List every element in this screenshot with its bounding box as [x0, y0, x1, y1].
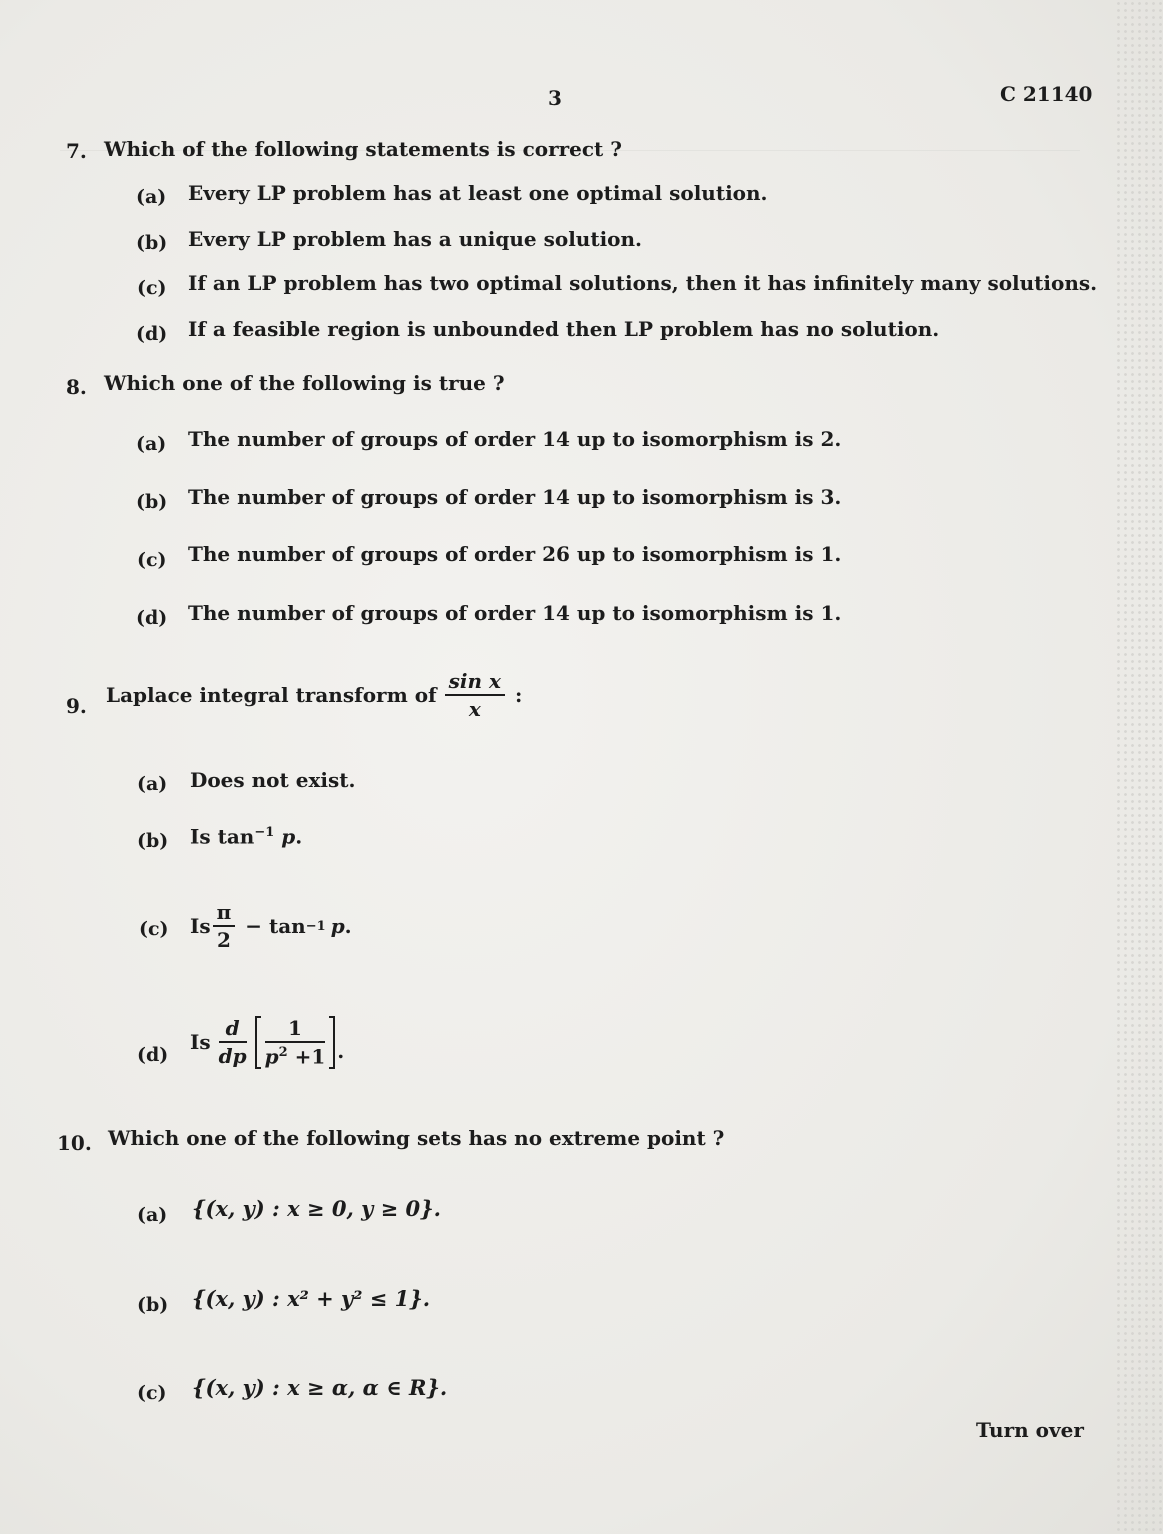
q7-option-d-text: If a feasible region is unbounded then LP problem has no solution. — [188, 317, 940, 341]
q9c-end: . — [344, 914, 352, 938]
q7-text: Which of the following statements is correct ? — [104, 137, 622, 161]
q9b-end: . — [295, 824, 303, 849]
q9b-var: p — [281, 824, 296, 849]
q8-number: 8. — [66, 375, 87, 399]
q8-option-c-text: The number of groups of order 26 up to isomorphism is 1. — [188, 542, 842, 566]
q8-option-a-text: The number of groups of order 14 up to isomorphism is 2. — [188, 427, 842, 451]
q8-text: Which one of the following is true ? — [104, 371, 505, 395]
q7-option-b-text: Every LP problem has a unique solution. — [188, 227, 643, 251]
q10-option-b-text: {(x, y) : x² + y² ≤ 1}. — [192, 1286, 431, 1311]
page-number: 3 — [548, 86, 562, 110]
q7-option-a-label: (a) — [136, 186, 167, 208]
q9d-frac-numerator: d — [219, 1018, 247, 1043]
q9c-fraction — [213, 902, 236, 950]
q9-frac-numerator: sin x — [445, 671, 505, 696]
q10-option-c-text: {(x, y) : x ≥ α, α ∈ R}. — [192, 1375, 448, 1400]
q10-number: 10. — [57, 1131, 92, 1155]
q9d-inner-numerator: 1 — [265, 1018, 326, 1043]
q9-colon: : — [514, 683, 523, 707]
q9d-inner-den-sup: 2 — [278, 1045, 288, 1060]
q9d-inner-denominator — [265, 1043, 326, 1067]
q7-number: 7. — [66, 139, 87, 163]
q9-option-d-label: (d) — [137, 1044, 169, 1066]
q9c-sup: −1 — [305, 918, 326, 934]
q9b-prefix: Is tan — [190, 824, 255, 849]
q9c-frac-denominator: 2 — [216, 928, 231, 952]
turn-over: Turn over — [976, 1418, 1084, 1442]
q9d-inner-den-rest: +1 — [294, 1044, 326, 1069]
q10-option-b-label: (b) — [137, 1294, 169, 1316]
q7-option-a-text: Every LP problem has at least one optimal solution. — [188, 181, 768, 205]
q9b-sup: −1 — [254, 825, 275, 840]
q9-option-a-text: Does not exist. — [190, 768, 356, 792]
q9d-inner-fraction — [265, 1018, 326, 1067]
q9d-derivative — [218, 1016, 247, 1069]
q10-option-c-label: (c) — [137, 1382, 167, 1404]
q9d-prefix: Is — [190, 1030, 211, 1055]
q9c-var: p — [330, 914, 345, 938]
q9-text-line — [106, 671, 522, 719]
page-edge-texture — [1115, 0, 1163, 1534]
q10-text: Which one of the following sets has no extreme point ? — [108, 1126, 725, 1150]
q9-option-d-text — [190, 1016, 344, 1069]
q10-option-a-label: (a) — [137, 1204, 168, 1226]
q7-option-b-label: (b) — [136, 232, 168, 254]
q9d-frac-denominator: dp — [218, 1044, 247, 1069]
q9d-inner-den-base: p — [264, 1044, 279, 1069]
q7-option-d-label: (d) — [136, 323, 168, 345]
paper-code: C 21140 — [1000, 82, 1093, 106]
q9-frac-denominator: x — [468, 697, 481, 721]
q9c-rest: − tan — [245, 914, 306, 938]
q8-option-b-text: The number of groups of order 14 up to isomorphism is 3. — [188, 485, 842, 509]
q9-option-b-label: (b) — [137, 830, 169, 852]
q8-option-d-text: The number of groups of order 14 up to isomorphism is 1. — [188, 601, 842, 625]
q9-option-c-label: (c) — [139, 918, 169, 940]
q9-option-a-label: (a) — [137, 773, 168, 795]
q7-option-c-label: (c) — [137, 277, 167, 299]
q9-number: 9. — [66, 694, 87, 718]
q9-text: Laplace integral transform of — [106, 683, 437, 707]
q10-option-a-text: {(x, y) : x ≥ 0, y ≥ 0}. — [192, 1196, 441, 1221]
q9d-brackets — [255, 1016, 336, 1069]
q9d-end: . — [337, 1038, 345, 1063]
q8-option-d-label: (d) — [136, 607, 168, 629]
q8-option-b-label: (b) — [136, 491, 168, 513]
q9-option-b-text — [190, 826, 302, 847]
q8-option-a-label: (a) — [136, 433, 167, 455]
q9-option-c-text — [190, 902, 352, 950]
q9-fraction — [445, 671, 505, 719]
q9c-frac-numerator: π — [213, 902, 236, 927]
q8-option-c-label: (c) — [137, 549, 167, 571]
q7-option-c-text: If an LP problem has two optimal solutions, then it has infinitely many solutions. — [188, 271, 1098, 295]
q9c-prefix: Is — [190, 914, 211, 938]
